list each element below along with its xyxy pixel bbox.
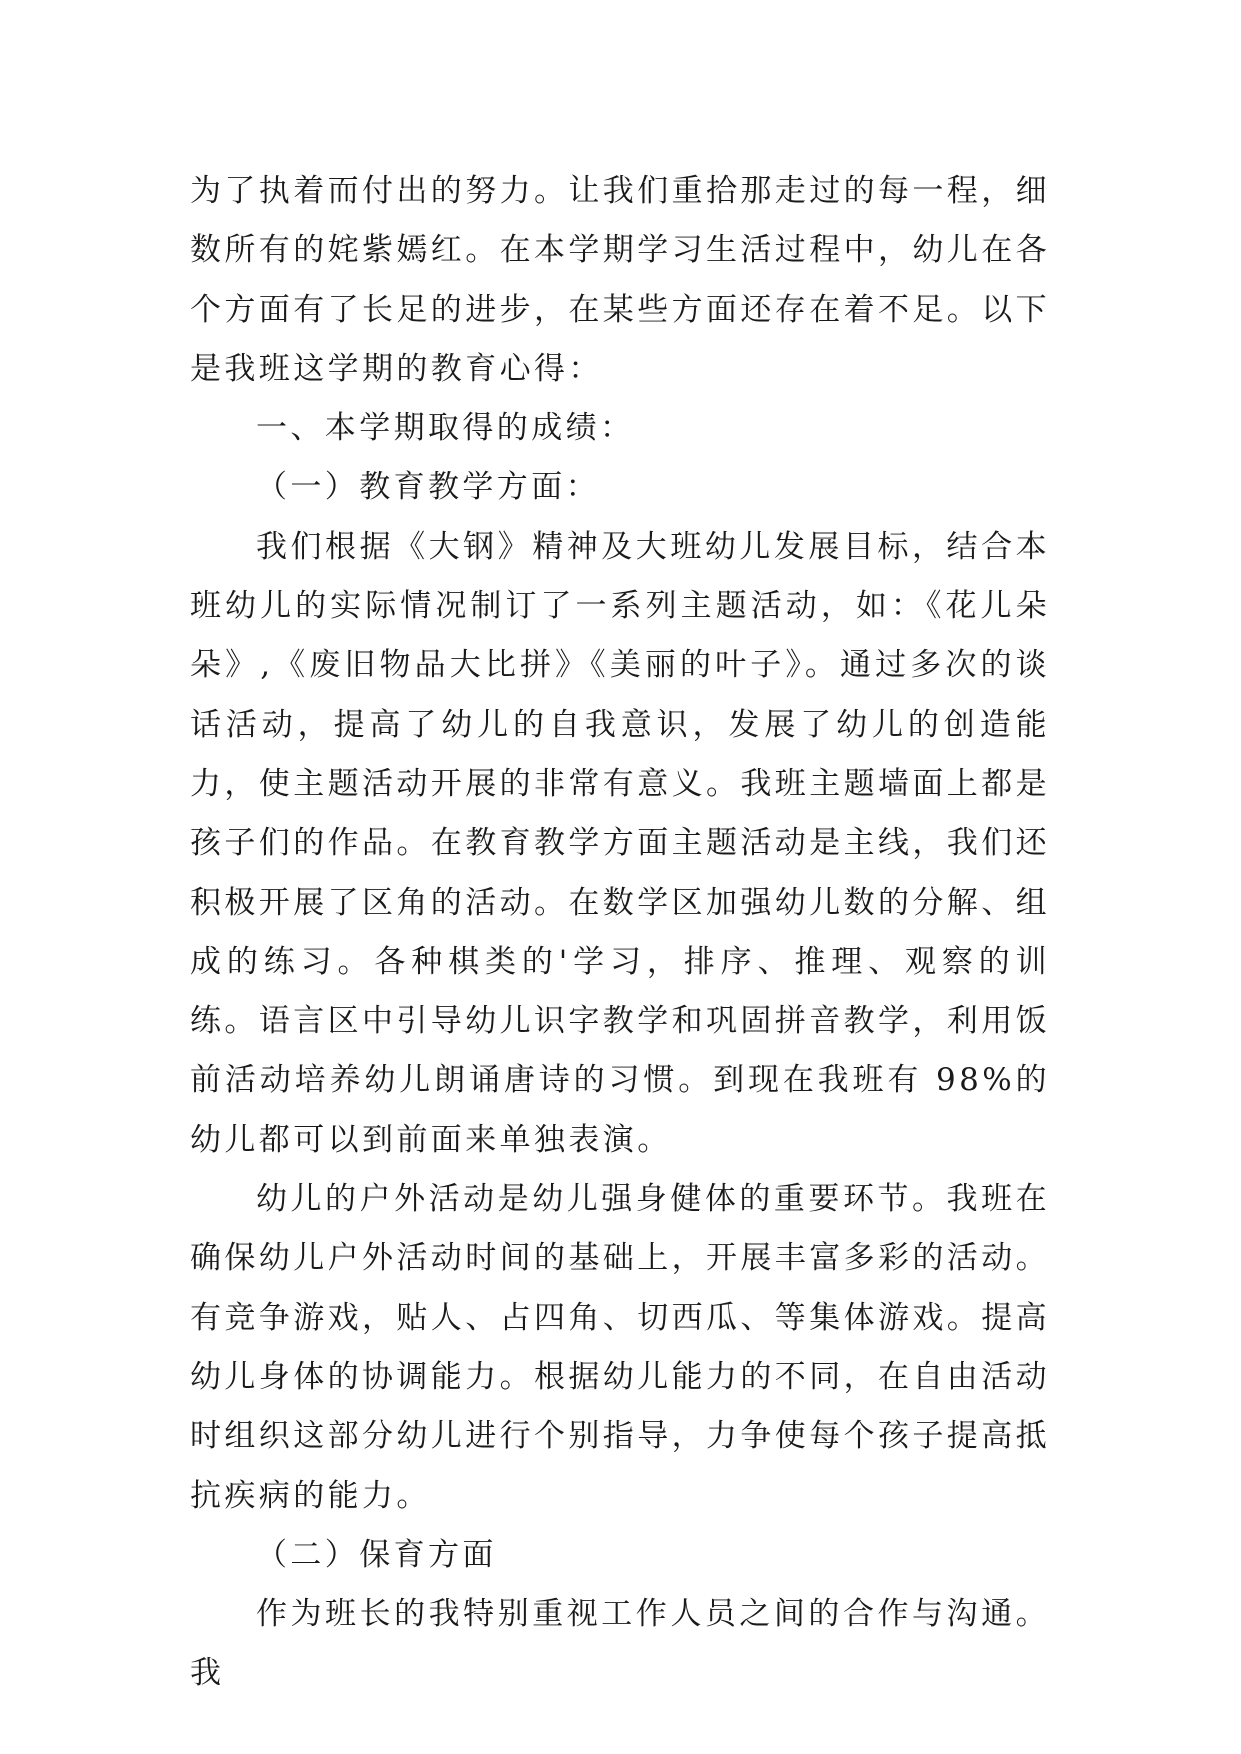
paragraph-intro: 为了执着而付出的努力。让我们重拾那走过的每一程，细数所有的姹紫嫣红。在本学期学习生活过程中，幼儿在各个方面有了长足的进步，在某些方面还存在着不足。以下是我班这学期的教育心得： xyxy=(190,173,1050,387)
paragraph-cooperation: 作为班长的我特别重视工作人员之间的合作与沟通。我 xyxy=(190,1596,1050,1692)
paragraph-teaching: 我们根据《大钢》精神及大班幼儿发展目标，结合本班幼儿的实际情况制订了一系列主题活动，如：《花儿朵朵》,《废旧物品大比拼》《美丽的叶子》。通过多次的谈话活动，提高了幼儿的自我意识，发展了幼儿的创造能力，使主题活动开展的非常有意义。我班主题墙面上都是孩子们的作品。在教育教学方面主题活动是主线，我们还积极开展了区角的活动。在数学区加强幼儿数的分解、组成的练习。各种棋类的'学习，排序、推理、观察的训练。语言区中引导幼儿识字教学和巩固拼音教学，利用饭前活动培养幼儿朗诵唐诗的习惯。到现在我班有 98%的幼儿都可以到前面来单独表演。 xyxy=(190,528,1050,1158)
document-body xyxy=(190,162,1050,1704)
subsection-heading-care: （二）保育方面 xyxy=(256,1536,497,1573)
subsection-heading-teaching: （一）教育教学方面： xyxy=(256,469,600,506)
paragraph-outdoor-activities: 幼儿的户外活动是幼儿强身健体的重要环节。我班在确保幼儿户外活动时间的基础上，开展丰富多彩的活动。有竞争游戏，贴人、占四角、切西瓜、等集体游戏。提高幼儿身体的协调能力。根据幼儿能力的不同，在自由活动时组织这部分幼儿进行个别指导，力争使每个孩子提高抵抗疾病的能力。 xyxy=(190,1181,1050,1514)
section-heading-achievements: 一、本学期取得的成绩： xyxy=(256,410,635,447)
